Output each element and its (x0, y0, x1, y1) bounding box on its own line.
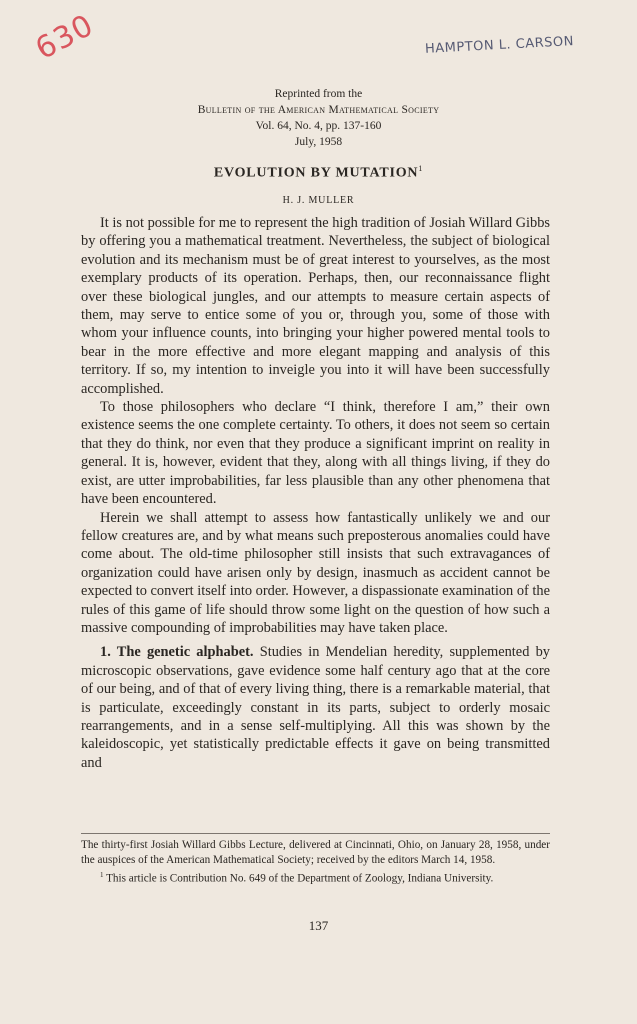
journal-name: Bulletin of the American Mathematical Society (197, 104, 440, 116)
title-text: EVOLUTION BY MUTATION (213, 165, 419, 181)
reprint-line: Reprinted from the (274, 88, 363, 100)
article-author: H. J. MULLER (282, 195, 355, 206)
section-1-text: Studies in Mendelian heredity, supplemented by microscopic observations, gave evidence some half century ago that at the core of our being, and of that of every living thing, there is a remarkable material, that is particulate, exceedingly constant in its parts, subject to orderly mosaic rearrangements, and in a sense self-multiplying. All this was shown by the kaleidoscopic, yet statistically predictable effects it gave on being transmitted and (81, 644, 550, 771)
reprint-header (0, 86, 637, 150)
owner-name-annotation: HAMPTON L. CARSON (424, 34, 575, 57)
page-number: 137 (308, 918, 329, 933)
footnote-lecture: The thirty-first Josiah Willard Gibbs Lecture, delivered at Cincinnati, Ohio, on January 28, 1958, under the auspices of the American Mathematical Society; received by the editors March 14, 1958. (81, 839, 550, 866)
paragraph-1: It is not possible for me to represent the high tradition of Josiah Willard Gibbs by offering you a mathematical treatment. Nevertheless, the subject of biological evolution and its mechanism must be of great interest to yourselves, as the most exemplary products of its operation. Perhaps, then, our reconnaissance flight over these biological jungles, and our attempts to measure certain aspects of them, may serve to entice some of you or, through you, some of those with whom your influence counts, into bringing your higher powered mental tools to bear in the more effective and more elegant mapping and analysis of this territory. If so, my intention to inveigle you into it will have been successfully accomplished. (81, 215, 550, 397)
footnote-1-mark: 1 (100, 871, 104, 879)
paragraph-3: Herein we shall attempt to assess how fantastically unlikely we and our fellow creatures are, and by what means such preposterous anomalies could have come about. The old-time philosopher still insists that such extravagances of organization could have arisen only by design, inasmuch as accident cannot be expected to convert itself into order. However, a dispassionate examination of the rules of this game of life should throw some light on the question of how such a massive compounding of improbabilities may have taken place. (81, 509, 550, 636)
footnote-1-text: This article is Contribution No. 649 of the Department of Zoology, Indiana University. (103, 872, 494, 885)
issue-date: July, 1958 (294, 136, 343, 148)
section-1-paragraph (81, 643, 550, 772)
section-1-heading: 1. The genetic alphabet. (100, 644, 254, 661)
article-body (81, 214, 550, 772)
footnote-divider (81, 833, 550, 834)
handwritten-page-annotation: 630 (30, 7, 100, 67)
footnote-1 (81, 868, 550, 887)
volume-info: Vol. 64, No. 4, pp. 137-160 (255, 120, 382, 132)
article-title (0, 164, 637, 182)
footnotes (81, 838, 550, 887)
paragraph-2: To those philosophers who declare “I think, therefore I am,” their own existence seems the one complete certainty. To others, it does not seem so certain that they do think, nor even that they produce a significant imprint on reality in general. It is, however, evident that they, along with all things living, if they do exist, are utter improbabilities, far less plausible than any other phenomena that have been encountered. (81, 399, 550, 508)
title-footnote-mark: 1 (418, 164, 424, 173)
